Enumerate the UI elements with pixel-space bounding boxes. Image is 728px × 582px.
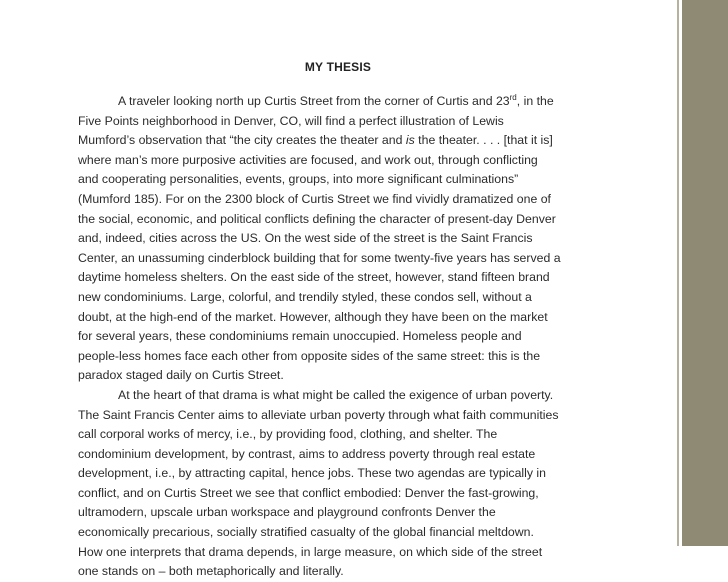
text-run: where man’s more purposive activities are focused, and work out, through conflicting — [78, 152, 538, 167]
text-line — [78, 151, 602, 171]
text-line — [78, 190, 602, 210]
text-line — [78, 445, 602, 465]
text-run: the social, economic, and political conflicts defining the character of present-day Denver — [78, 211, 556, 226]
text-run: A traveler looking north up Curtis Street from the corner of Curtis and 23 — [118, 94, 510, 108]
text-run: new condominiums. Large, colorful, and trendily styled, these condos sell, without a — [78, 289, 532, 304]
page-title: MY THESIS — [304, 60, 372, 74]
text-line — [78, 366, 602, 386]
text-run: one stands on – both metaphorically and literally. — [78, 564, 344, 579]
text-run: Center, an unassuming cinderblock building that for some twenty-five years has served a — [78, 250, 561, 265]
text-run: (Mumford 185). For on the 2300 block of Curtis Street we find vividly dramatized one of — [78, 191, 551, 206]
text-line — [78, 503, 602, 523]
text-line — [78, 425, 602, 445]
text-line — [78, 229, 602, 249]
text-run: people-less homes face each other from opposite sides of the same street: this is the — [78, 348, 541, 363]
text-run: , in the — [516, 94, 554, 108]
text-run: At the heart of that drama is what might be called the exigence of urban poverty. — [118, 387, 554, 402]
text-run: for several years, these condominiums remain unoccupied. Homeless people and — [78, 329, 522, 344]
thesis-body — [78, 92, 602, 582]
italic-text: is — [405, 133, 415, 148]
decorative-side-bar — [682, 0, 728, 546]
text-line — [78, 288, 602, 308]
text-line — [78, 210, 602, 230]
text-line — [78, 112, 602, 132]
text-line — [78, 562, 602, 582]
text-run: Five Points neighborhood in Denver, CO, will find a perfect illustration of Lewis — [78, 113, 504, 128]
text-run: and, indeed, cities across the US. On the west side of the street is the Saint Francis — [78, 231, 533, 246]
text-line — [78, 92, 602, 112]
text-run: doubt, at the high-end of the market. However, although they have been on the market — [78, 309, 548, 324]
text-run: call corporal works of mercy, i.e., by providing food, clothing, and shelter. The — [78, 427, 498, 442]
text-line — [78, 170, 602, 190]
text-run: Mumford’s observation that “the city creates the theater and — [78, 133, 406, 148]
text-line — [78, 406, 602, 426]
text-line — [78, 327, 602, 347]
text-run: and cooperating personalities, events, groups, into more significant culminations” — [78, 172, 519, 187]
text-run: economically precarious, socially stratified casualty of the global financial meltdown. — [78, 525, 534, 540]
text-run: The Saint Francis Center aims to alleviate urban poverty through what faith communities — [78, 407, 559, 422]
text-line — [78, 268, 602, 288]
text-run: the theater. . . . [that it is] — [414, 133, 553, 148]
text-run: ultramodern, upscale urban workspace and playground confronts Denver the — [78, 505, 496, 520]
text-run: paradox staged daily on Curtis Street. — [78, 368, 284, 383]
text-run: conflict, and on Curtis Street we see that conflict embodied: Denver the fast-growing, — [78, 485, 539, 500]
text-line — [78, 131, 602, 151]
decorative-side-line — [677, 0, 679, 546]
text-run: daytime homeless shelters. On the east side of the street, however, stand fifteen brand — [78, 270, 550, 285]
text-line — [78, 464, 602, 484]
superscript-text: rd — [509, 92, 517, 102]
text-line — [78, 484, 602, 504]
text-run: How one interprets that drama depends, in large measure, on which side of the street — [78, 544, 543, 559]
text-line — [78, 347, 602, 367]
text-line — [78, 386, 602, 406]
text-line — [78, 308, 602, 328]
text-line — [78, 523, 602, 543]
text-run: development, i.e., by attracting capital, hence jobs. These two agendas are typically in — [78, 466, 547, 481]
text-run: condominium development, by contrast, aims to address poverty through real estate — [78, 446, 536, 461]
text-line — [78, 249, 602, 269]
